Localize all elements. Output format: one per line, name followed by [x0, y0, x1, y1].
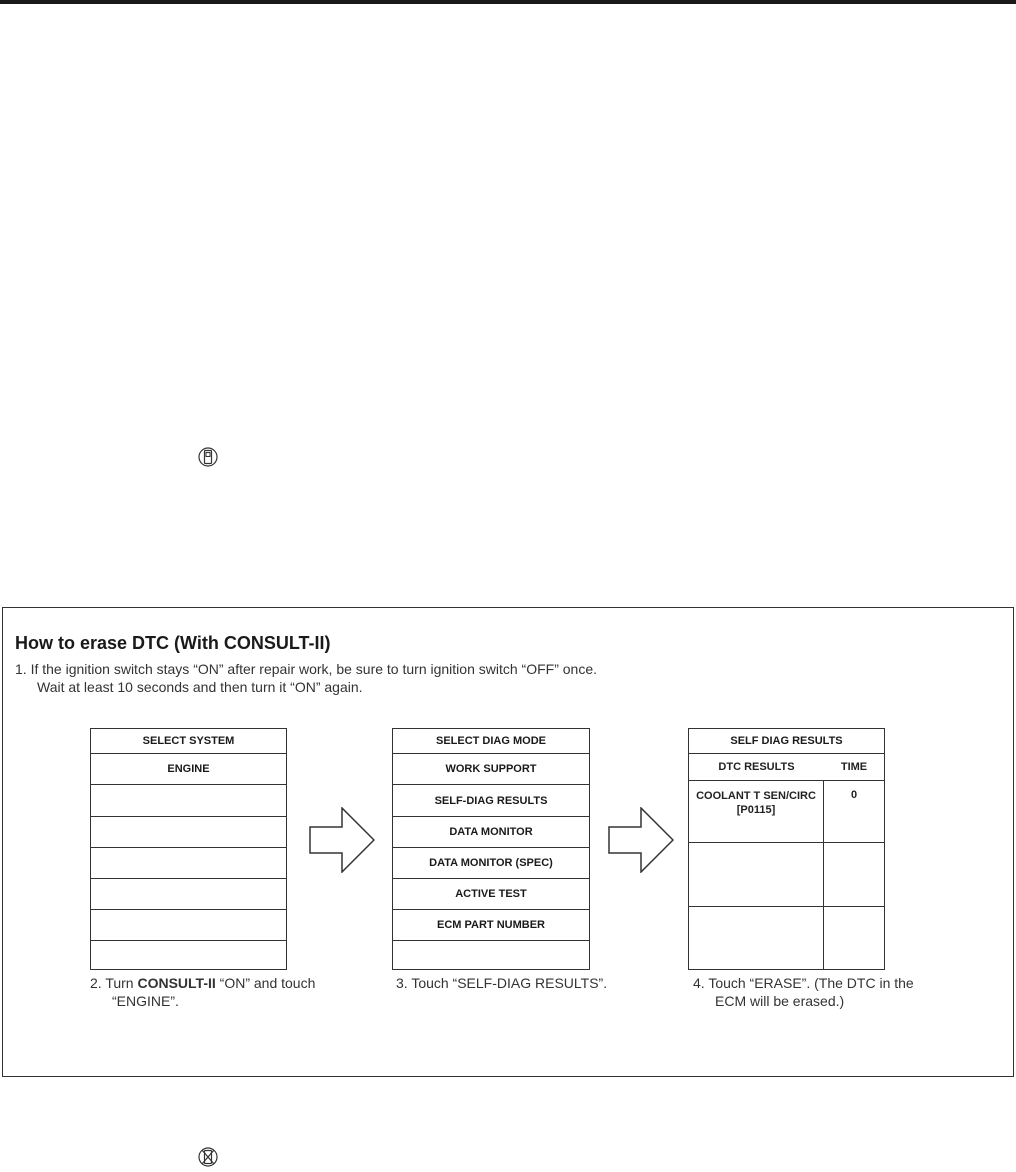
screen2-row-work-support[interactable]: WORK SUPPORT	[393, 753, 589, 784]
step2-text-pre: 2. Turn	[90, 975, 138, 991]
dtc-time-cell	[824, 843, 884, 906]
figure-title: How to erase DTC (With CONSULT-II)	[15, 633, 331, 653]
step2-text-post: “ON” and touch	[215, 975, 316, 991]
screen2-row-ecm-part-number[interactable]: ECM PART NUMBER	[393, 909, 589, 940]
right-arrow-icon	[309, 807, 375, 873]
step3-caption: 3. Touch “SELF-DIAG RESULTS”.	[396, 975, 608, 991]
step4-line1: 4. Touch “ERASE”. (The DTC in the	[693, 975, 914, 991]
step4-caption	[693, 974, 914, 1010]
screen1-row	[91, 816, 286, 847]
screen1-row	[91, 878, 286, 909]
screen2-row-data-monitor-spec[interactable]: DATA MONITOR (SPEC)	[393, 847, 589, 878]
step2-line2: “ENGINE”.	[112, 993, 179, 1009]
step2-caption	[90, 974, 315, 1010]
screen2-row-data-monitor[interactable]: DATA MONITOR	[393, 816, 589, 847]
column-time: TIME	[840, 761, 868, 773]
top-rule	[0, 0, 1016, 4]
column-dtc-results: DTC RESULTS	[718, 761, 795, 773]
table-row	[689, 842, 884, 906]
step2-text-bold: CONSULT-II	[137, 975, 216, 991]
screen1-row	[91, 909, 286, 940]
screen2-row-self-diag-results[interactable]: SELF-DIAG RESULTS	[393, 784, 589, 816]
right-arrow-icon	[608, 807, 674, 873]
step1-line1: 1. If the ignition switch stays “ON” after repair work, be sure to turn ignition switch “OFF” once.	[15, 661, 597, 677]
self-diag-results-screen	[688, 728, 885, 970]
step1-text	[15, 660, 597, 696]
screen3-column-headers	[689, 753, 884, 780]
select-diag-mode-screen	[392, 728, 590, 970]
dtc-result-code: [P0115]	[736, 804, 776, 816]
dtc-result-cell	[689, 907, 824, 969]
select-system-screen	[90, 728, 287, 970]
dtc-result-cell	[689, 843, 824, 906]
screen2-row	[393, 940, 589, 968]
dtc-result-name: COOLANT T SEN/CIRC	[696, 790, 816, 802]
screen1-row	[91, 784, 286, 816]
step1-line2: Wait at least 10 seconds and then turn it “ON” again.	[37, 679, 363, 695]
screen3-header: SELF DIAG RESULTS	[730, 735, 843, 747]
screen1-row-engine[interactable]: ENGINE	[91, 753, 286, 784]
dtc-result-cell	[689, 781, 824, 842]
erase-dtc-figure	[2, 607, 1014, 1077]
screen1-row: SELECT SYSTEM	[142, 735, 235, 747]
consult-with-icon	[198, 446, 218, 468]
screen1-row	[91, 940, 286, 968]
screen2-row: SELECT DIAG MODE	[435, 735, 546, 747]
step4-line2: ECM will be erased.)	[715, 993, 845, 1009]
screen2-row-active-test[interactable]: ACTIVE TEST	[393, 878, 589, 909]
consult-without-icon	[198, 1146, 218, 1168]
dtc-time-cell: 0	[850, 789, 858, 801]
screen1-row	[91, 847, 286, 878]
dtc-time-cell	[824, 907, 884, 969]
table-row	[689, 780, 884, 842]
table-row	[689, 906, 884, 969]
